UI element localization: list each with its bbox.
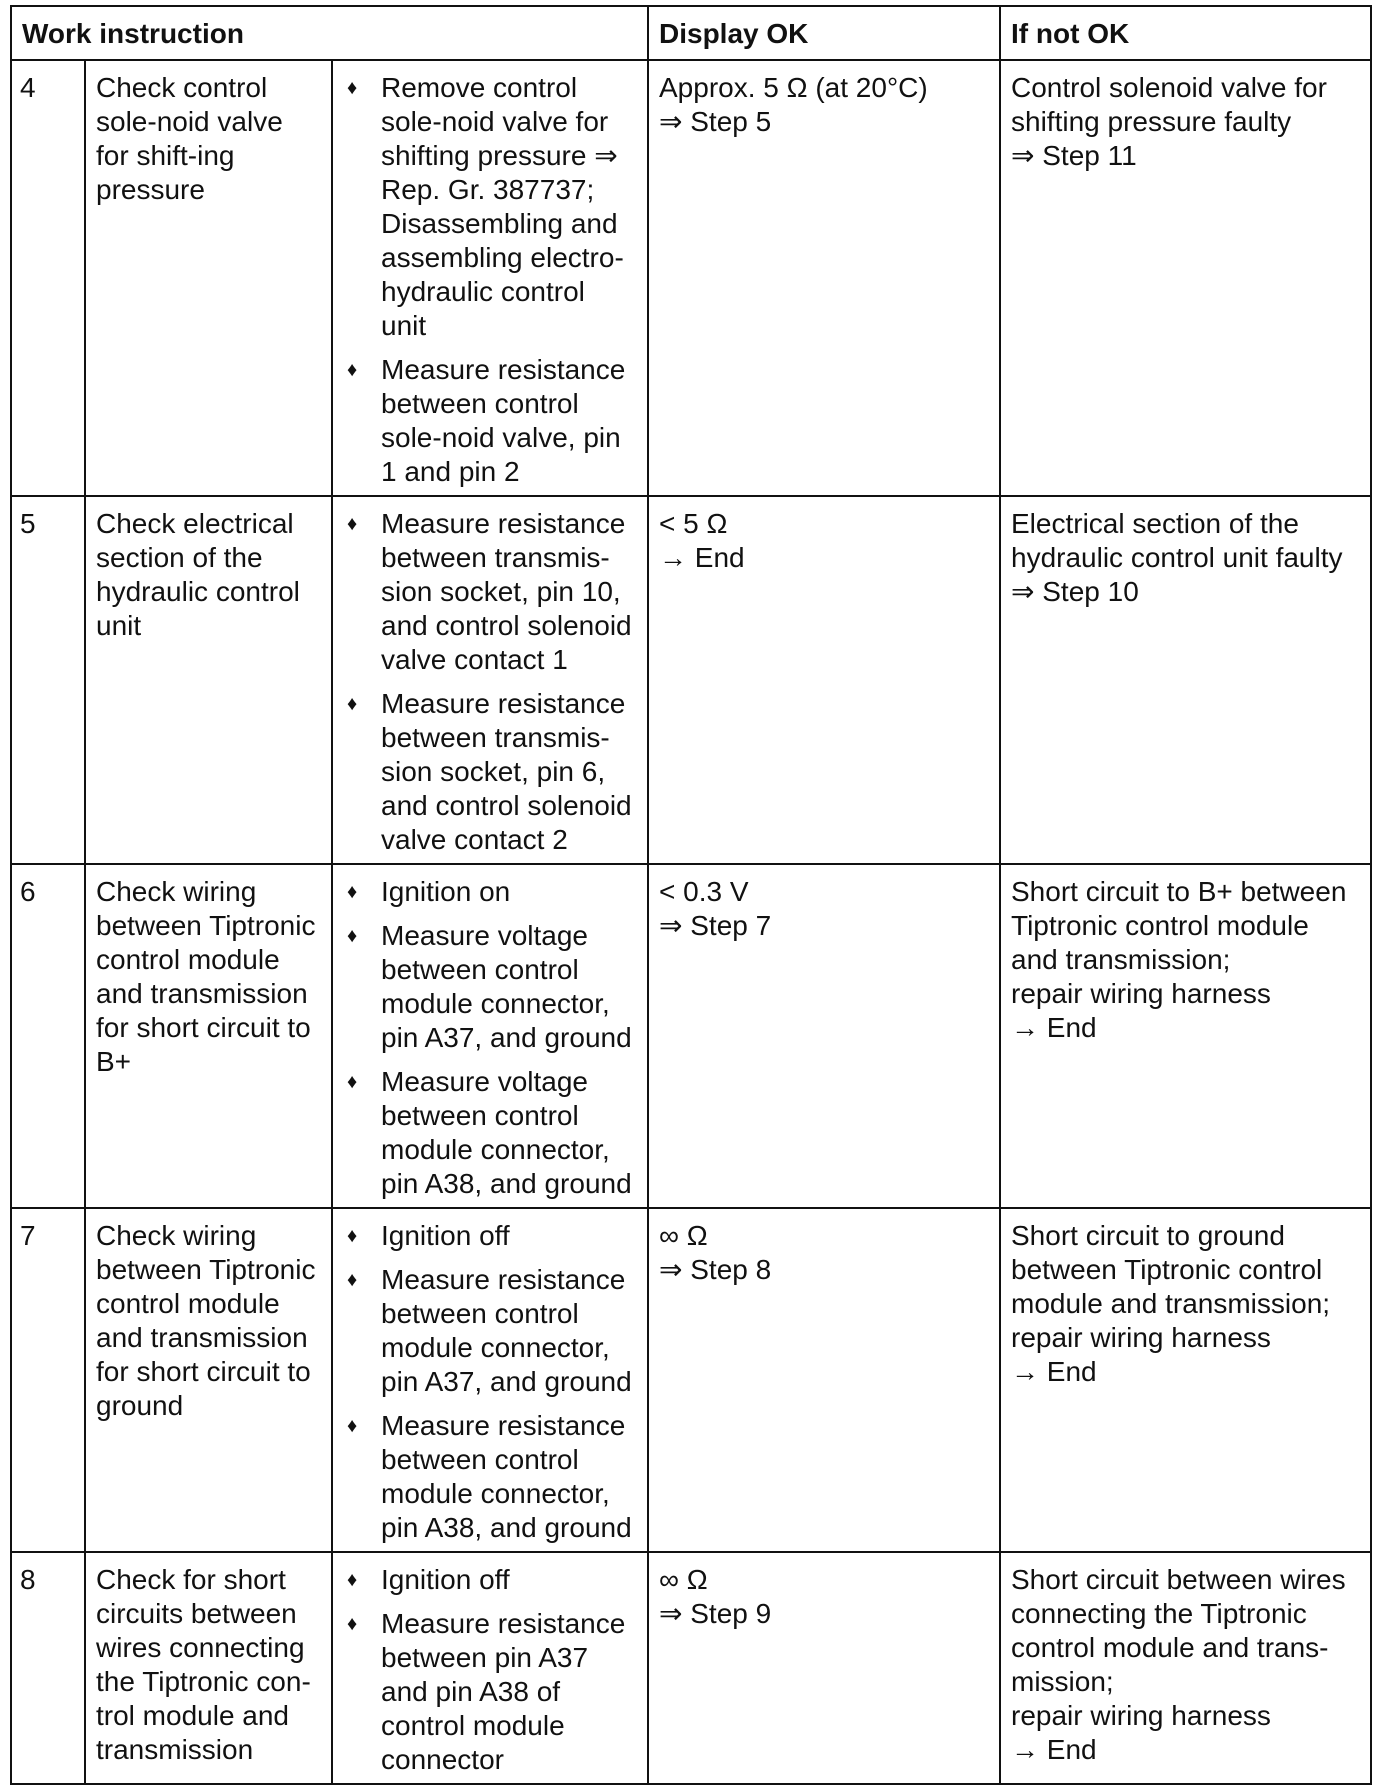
step-number: 5	[11, 496, 85, 864]
header-display-ok: Display OK	[648, 6, 1000, 60]
if-not-ok-cell	[1000, 1208, 1371, 1552]
table-row	[11, 864, 1371, 1208]
if-not-ok-text: Short circuit between wires connecting the Tiptronic control module and trans-mission;	[1011, 1564, 1346, 1697]
table-row	[11, 60, 1371, 496]
table-row	[11, 1552, 1371, 1784]
display-ok-cell	[648, 1552, 1000, 1784]
action-item: ♦ Remove control sole-noid valve for shifting pressure ⇒ Rep. Gr. 387737; Disassembling and assembling electro-hydraulic control unit	[343, 71, 637, 343]
step-number: 4	[11, 60, 85, 496]
if-not-ok-text: Control solenoid valve for shifting pressure faulty	[1011, 72, 1327, 137]
if-not-ok-text: Short circuit to B+ between Tiptronic control module and transmission;	[1011, 876, 1347, 975]
action-list	[332, 60, 648, 496]
if-not-ok-cell	[1000, 496, 1371, 864]
if-not-ok-cell	[1000, 60, 1371, 496]
display-ok-next: ⇒ Step 8	[659, 1254, 772, 1285]
if-not-ok-text: Electrical section of the hydraulic control unit faulty	[1011, 508, 1343, 573]
work-instruction-table	[10, 5, 1372, 1785]
if-not-ok-cell	[1000, 864, 1371, 1208]
display-ok-next: ⇒ Step 9	[659, 1598, 772, 1629]
if-not-ok-action: repair wiring harness	[1011, 1322, 1271, 1353]
step-number: 6	[11, 864, 85, 1208]
if-not-ok-next: → End	[1011, 1012, 1097, 1043]
check-description: Check wiring between Tiptronic control module and transmission for short circuit to ground	[85, 1208, 332, 1552]
action-item: ♦ Measure resistance between control sole-noid valve, pin 1 and pin 2	[343, 353, 637, 489]
action-list	[332, 1552, 648, 1784]
action-item: ♦ Ignition off	[343, 1563, 637, 1597]
header-if-not-ok: If not OK	[1000, 6, 1371, 60]
display-ok-next: ⇒ Step 5	[659, 106, 772, 137]
if-not-ok-cell	[1000, 1552, 1371, 1784]
action-item: ♦ Ignition on	[343, 875, 637, 909]
table-row	[11, 1208, 1371, 1552]
action-item: ♦ Measure resistance between control module connector, pin A37, and ground	[343, 1263, 637, 1399]
display-ok-cell	[648, 1208, 1000, 1552]
display-ok-next: ⇒ Step 7	[659, 910, 772, 941]
action-item: ♦ Measure resistance between pin A37 and pin A38 of control module connector	[343, 1607, 637, 1777]
display-ok-cell	[648, 496, 1000, 864]
if-not-ok-next: ⇒ Step 10	[1011, 576, 1139, 607]
display-ok-value: < 5 Ω	[659, 508, 728, 539]
if-not-ok-text: Short circuit to ground between Tiptronic control module and transmission;	[1011, 1220, 1331, 1319]
display-ok-next: → End	[659, 542, 745, 573]
if-not-ok-action: repair wiring harness	[1011, 978, 1271, 1009]
step-number: 8	[11, 1552, 85, 1784]
display-ok-value: ∞ Ω	[659, 1564, 708, 1595]
header-work-instruction: Work instruction	[11, 6, 648, 60]
display-ok-cell	[648, 60, 1000, 496]
action-list	[332, 1208, 648, 1552]
check-description: Check wiring between Tiptronic control module and transmission for short circuit to B+	[85, 864, 332, 1208]
action-item: ♦ Measure resistance between transmis-sion socket, pin 6, and control solenoid valve contact 2	[343, 687, 637, 857]
if-not-ok-next: ⇒ Step 11	[1011, 140, 1137, 171]
check-description: Check for short circuits between wires connecting the Tiptronic con-trol module and transmission	[85, 1552, 332, 1784]
action-item: ♦ Measure voltage between control module connector, pin A38, and ground	[343, 1065, 637, 1201]
action-list	[332, 864, 648, 1208]
action-item: ♦ Measure voltage between control module connector, pin A37, and ground	[343, 919, 637, 1055]
action-list	[332, 496, 648, 864]
check-description: Check control sole-noid valve for shift-ing pressure	[85, 60, 332, 496]
display-ok-value: < 0.3 V	[659, 876, 749, 907]
action-item: ♦ Measure resistance between transmis-sion socket, pin 10, and control solenoid valve contact 1	[343, 507, 637, 677]
action-item: ♦ Ignition off	[343, 1219, 637, 1253]
if-not-ok-next: → End	[1011, 1734, 1097, 1765]
display-ok-value: Approx. 5 Ω (at 20°C)	[659, 72, 928, 103]
table-row	[11, 496, 1371, 864]
table-header-row	[11, 6, 1371, 60]
if-not-ok-action: repair wiring harness	[1011, 1700, 1271, 1731]
step-number: 7	[11, 1208, 85, 1552]
action-item: ♦ Measure resistance between control module connector, pin A38, and ground	[343, 1409, 637, 1545]
display-ok-cell	[648, 864, 1000, 1208]
check-description: Check electrical section of the hydraulic control unit	[85, 496, 332, 864]
if-not-ok-next: → End	[1011, 1356, 1097, 1387]
display-ok-value: ∞ Ω	[659, 1220, 708, 1251]
